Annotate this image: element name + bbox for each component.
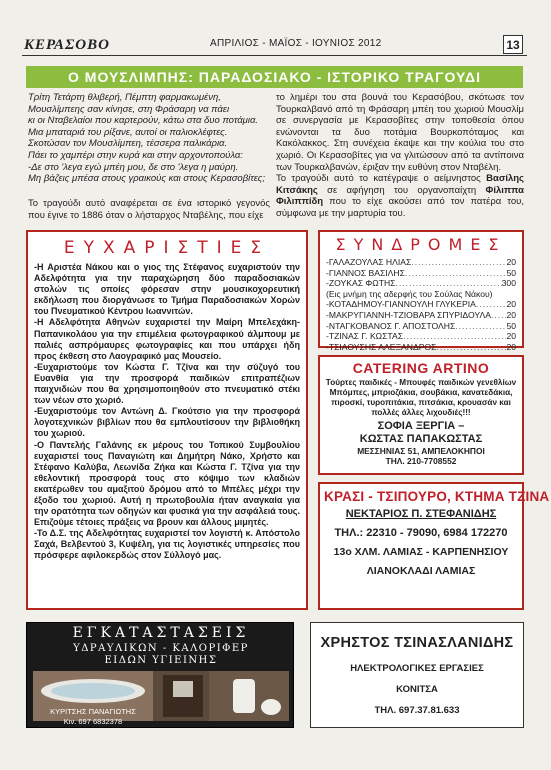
poem-line: -Δε στο 'λεγα εγώ μπέη μου, δε στο 'λεγα η μαύρη. [28,161,239,173]
plumbing-services: ΥΔΡΑΥΛΙΚΩΝ - ΚΑΛΟΡΙΦΕΡ [73,643,249,654]
subscriptions-title: ΣΥΝΔΡΟΜΕΣ [335,235,507,254]
subscriptions-box [318,230,524,352]
subscription-row [326,342,516,353]
subscription-row [326,268,516,279]
subscriber-name: -ΓΙΑΝΝΟΣ ΒΑΣΙΛΗΣ [326,267,405,278]
electrician-name: ΧΡΗΣΤΟΣ ΤΣΙΝΑΣΛΑΝΙΔΗΣ [320,635,514,651]
header-divider [22,55,527,56]
subscription-amount: 20 [506,341,516,352]
newspaper-brand: ΚΕΡΑΣΟΒΟ [24,37,110,53]
subscriber-name: -ΚΟΤΑΔΗΜΟΥ-ΓΙΑΝΝΟΥΛΗ ΓΛΥΚΕΡΙΑ [326,299,476,310]
article-paragraph: σε αφήγηση του οργανοπαίχτη [317,184,486,196]
subscriber-name: -ΤΖΙΝΑΣ Γ. ΚΩΣΤΑΣ [326,331,404,342]
subscription-amount: 20 [506,257,516,267]
electrician-ad [310,622,524,728]
subscriber-name: -ΖΟΥΚΑΣ ΦΩΤΗΣ [326,278,396,289]
electrician-services: ΗΛΕΚΤΡΟΛΟΓΙΚΕΣ ΕΡΓΑΣΙΕΣ [350,663,484,674]
poem-line: Τρίτη Τετάρτη θλιβερή, Πέμπτη φαρμακωμένη, [28,92,221,103]
catering-address: ΜΕΣΣΗΝΙΑΣ 51, ΑΜΠΕΛΟΚΗΠΟΙ [357,446,485,456]
thanks-item: -Ευχαριστούμε τον Κώστα Γ. Τζίνα και την σύζυγό του Ευανθία για την προσφορά παιδικών επιτραπέζιων παιχνιδιών που θα χρησιμοποιηθούν στο πνευματικό στέκι των νέων στο χωριό. [34,361,300,406]
article-paragraph: το λημέρι του στα βουνά του Κερασόβου, σκότωσε τον Τουρκαλβανό από τη Φράσαρη μπέη του χωριού Μουσλίμ σε συνεργασία με Κερασοβίτες στην τοποθεσία όπου ενώνονται τα δυο ποτάμια Βουρκοπόταμος και Κακόλακκος. Στη συνέχεια έκαψε και την κούλια του στο χωριό. Οι Κερασοβίτες για να γλιτώσουν από τα αντίποινα των Τουρκαλβανών, έριξαν την ευθύνη στον Νταβέλη. [276,92,524,173]
catering-owners: ΣΟΦΙΑ ΞΕΡΓΙΑ – ΚΩΣΤΑΣ ΠΑΠΑΚΩΣΤΑΣ [359,420,483,445]
thanks-box [26,230,308,610]
subscription-row [326,331,516,342]
catering-description: Τούρτες παιδικές - Μπουφές παιδικών γενεθλίων Μπόμπες, μπριοζάκια, σουβάκια, κανατεδάκια, πιροσκί, τυροπιτάκια, πιτσάκια, κρουασάν και πολλές άλλες λιχουδιές!!! [325,378,517,417]
poem-line: Μια μπαταριά του ρίξανε, αυτοί οι παλιοκλέφτες. [28,126,228,138]
poem-line: Μουσλίμπεης σαν κίνησε, στη Φράσαρη να πάει [28,103,230,115]
subscription-row [326,310,516,321]
winery-address: 13ο ΧΛΜ. ΛΑΜΙΑΣ - ΚΑΡΠΕΝΗΣΙΟΥ [333,546,509,558]
article-title: Ο ΜΟΥΣΛΙΜΠΗΣ: ΠΑΡΑΔΟΣΙΑΚΟ - ΙΣΤΟΡΙΚΟ ΤΡΑΓΟΥΔΙ [26,66,523,88]
subscription-amount: 20 [506,299,516,310]
plumbing-phone: Κιν. 697 6832378 [63,717,123,726]
winery-place: ΛΙΑΝΟΚΛΑΔΙ ΛΑΜΙΑΣ [366,565,476,577]
plumbing-owner: ΚΥΡΙΤΣΗΣ ΠΑΝΑΓΙΩΤΗΣ [50,707,136,716]
winery-owner: ΝΕΚΤΑΡΙΟΣ Π. ΣΤΕΦΑΝΙΔΗΣ [345,508,497,520]
subscriber-name: -ΤΣΙΑΟΥΣΗΣ ΑΛΕΞΑΝΔΡΟΣ [326,341,437,352]
plumbing-ad [26,622,294,728]
poem-line: Πάει το χαμπέρι στην κυρά και στην αρχοντοπούλα: [28,149,243,161]
catering-ad [318,355,524,475]
poem-line: Σκοτώσαν τον Μουσλίμπεη, τέσσερα παλικάρια. [28,138,228,150]
thanks-item: -Η Αδελφότητα Αθηνών ευχαριστεί την Μαίρη Μπελεχάκη-Παπανικολάου για την επιμέλεια φωτογραφικού άλμπουμ με παλιές ασπρόμαυρες φωτογραφίες και που υπάρχει ήδη προς έκθεση στο Λαογραφικό μας Μουσείο. [34,317,300,361]
subscription-note: (Εις μνήμη της αδερφής του Σούλας Νάκου) [326,288,493,299]
thanks-title: ΕΥΧΑΡΙΣΤΙΕΣ [63,238,271,258]
thanks-item: -Ο Παντελής Γαλάνης εκ μέρους του Τοπικού Συμβουλίου ευχαριστεί τους Παναγιώτη και Δημήτρη Νάκο, Χρήστο και Στέφανο Καλύβα, Λεωνίδα Ζήκα και Κώστα Γ. Τζίνα για την εθελοντική προσφορά τους στο κόψιμο των κλαδιών εκατέρωθεν του αμαξιτού δρόμου από το Μπέλες μέχρι την έξοδο του χωριού. Αυτή η πρωτοβουλία ήταν αναγκαία για την ορατότητα των οδηγών και φυσικά για την ασφάλειά τους. Επιζούμε τέτοιες πράξεις να βρουν και άλλους μιμητές. [34,439,300,528]
subscriber-name: -ΝΤΑΓΚΟΒΑΝΟΣ Γ. ΑΠΟΣΤΟΛΗΣ [326,320,456,331]
poem-block [28,92,270,185]
electrician-town: ΚΟΝΙΤΣΑ [396,684,438,695]
thanks-item: -Το Δ.Σ. της Αδελφότητας ευχαριστεί τον λογιστή κ. Απόστολο Σαχά, Βελβεντού 3, Κυψέλη, για τις λογιστικές υπηρεσίες που πρόσφερε αφιλοκερδώς στον Σύλλογό μας. [34,528,300,561]
winery-ad [318,482,550,610]
subscription-amount: 20 [506,309,516,320]
thanks-item: -Η Αριστέα Νάκου και ο γιος της Στέφανος ευχαριστούν την Αδελφότητα για την παραχώρηση δύο παραδοσιακών στολών τις οποίες φόρεσαν στην μουσικοχορευτική εκδήλωση που διοργάνωσε το Τμήμα Παραδοσιακών Χορών του Πνευματικού Κέντρου Ιωαννιτών. [34,262,300,317]
subscription-row [326,299,516,310]
subscription-row [326,278,516,289]
subscriber-name: -ΓΑΛΑΖΟΥΛΑΣ ΗΛΙΑΣ [326,257,412,267]
article-intro: Το τραγούδι αυτό αναφέρεται σε ένα ιστορικό γεγονός που έγινε το 1886 όταν ο λήσταρχος Νταβέλης, που είχε [28,198,270,221]
article-paragraph: Το τραγούδι αυτό το κατέγραψε ο αείμνηστος [276,173,487,185]
catering-phone: ΤΗΛ. 210-7708552 [385,456,457,466]
subscription-amount: 300 [501,278,516,289]
thanks-item: -Ευχαριστούμε τον Αντώνη Δ. Γκούτσιο για την προσφορά λογοτεχνικών βιβλίων που θα εμπλουτίσουν την βιβλιοθήκη του χωριού. [34,406,300,439]
catering-title: CATERING ARTINO [352,360,490,376]
subscription-row [326,257,516,268]
person-name: Βασίλης Κιτσάκης [276,173,524,196]
subscriber-name: -ΜΑΚΡΥΓΙΑΝΝΗ-ΤΖΙΟΒΑΡΑ ΣΠΥΡΙΔΟΥΛΑ [326,309,491,320]
winery-phone: ΤΗΛ.: 22310 - 79090, 6984 172270 [334,527,508,539]
plumbing-services-2: ΕΙΔΩΝ ΥΓΙΕΙΝΗΣ [104,655,218,666]
subscription-amount: 50 [506,320,516,331]
issue-date: ΑΠΡΙΛΙΟΣ - ΜΑΪΟΣ - ΙΟΥΝΙΟΣ 2012 [210,38,382,49]
plumbing-title: ΕΓΚΑΤΑΣΤΑΣΕΙΣ [72,625,250,641]
poem-line: Μη βάζεις μπέσα στους γραικούς και στους Κερασοβίτες; [28,173,265,185]
poem-line: κι οι Νταβελαίοι που καρτερούν, κάτω στα δυο ποτάμια. [28,115,259,127]
winery-title: ΚΡΑΣΙ - ΤΣΙΠΟΥΡΟ, ΚΤΗΜΑ ΤΖΙΝΑ [324,489,550,504]
electrician-phone: ΤΗΛ. 697.37.81.633 [374,705,460,716]
subscription-amount: 50 [506,267,516,278]
subscription-row [326,321,516,332]
article-body [276,92,524,220]
subscription-amount: 20 [506,331,516,342]
person-name: Φίλιππα Φιλιππίδη [276,184,524,208]
article-paragraph: που το είχε ακούσει από τον πατέρα του, σύμφωνα με την μαρτυρία του. [276,196,524,219]
page-number: 13 [503,35,523,54]
